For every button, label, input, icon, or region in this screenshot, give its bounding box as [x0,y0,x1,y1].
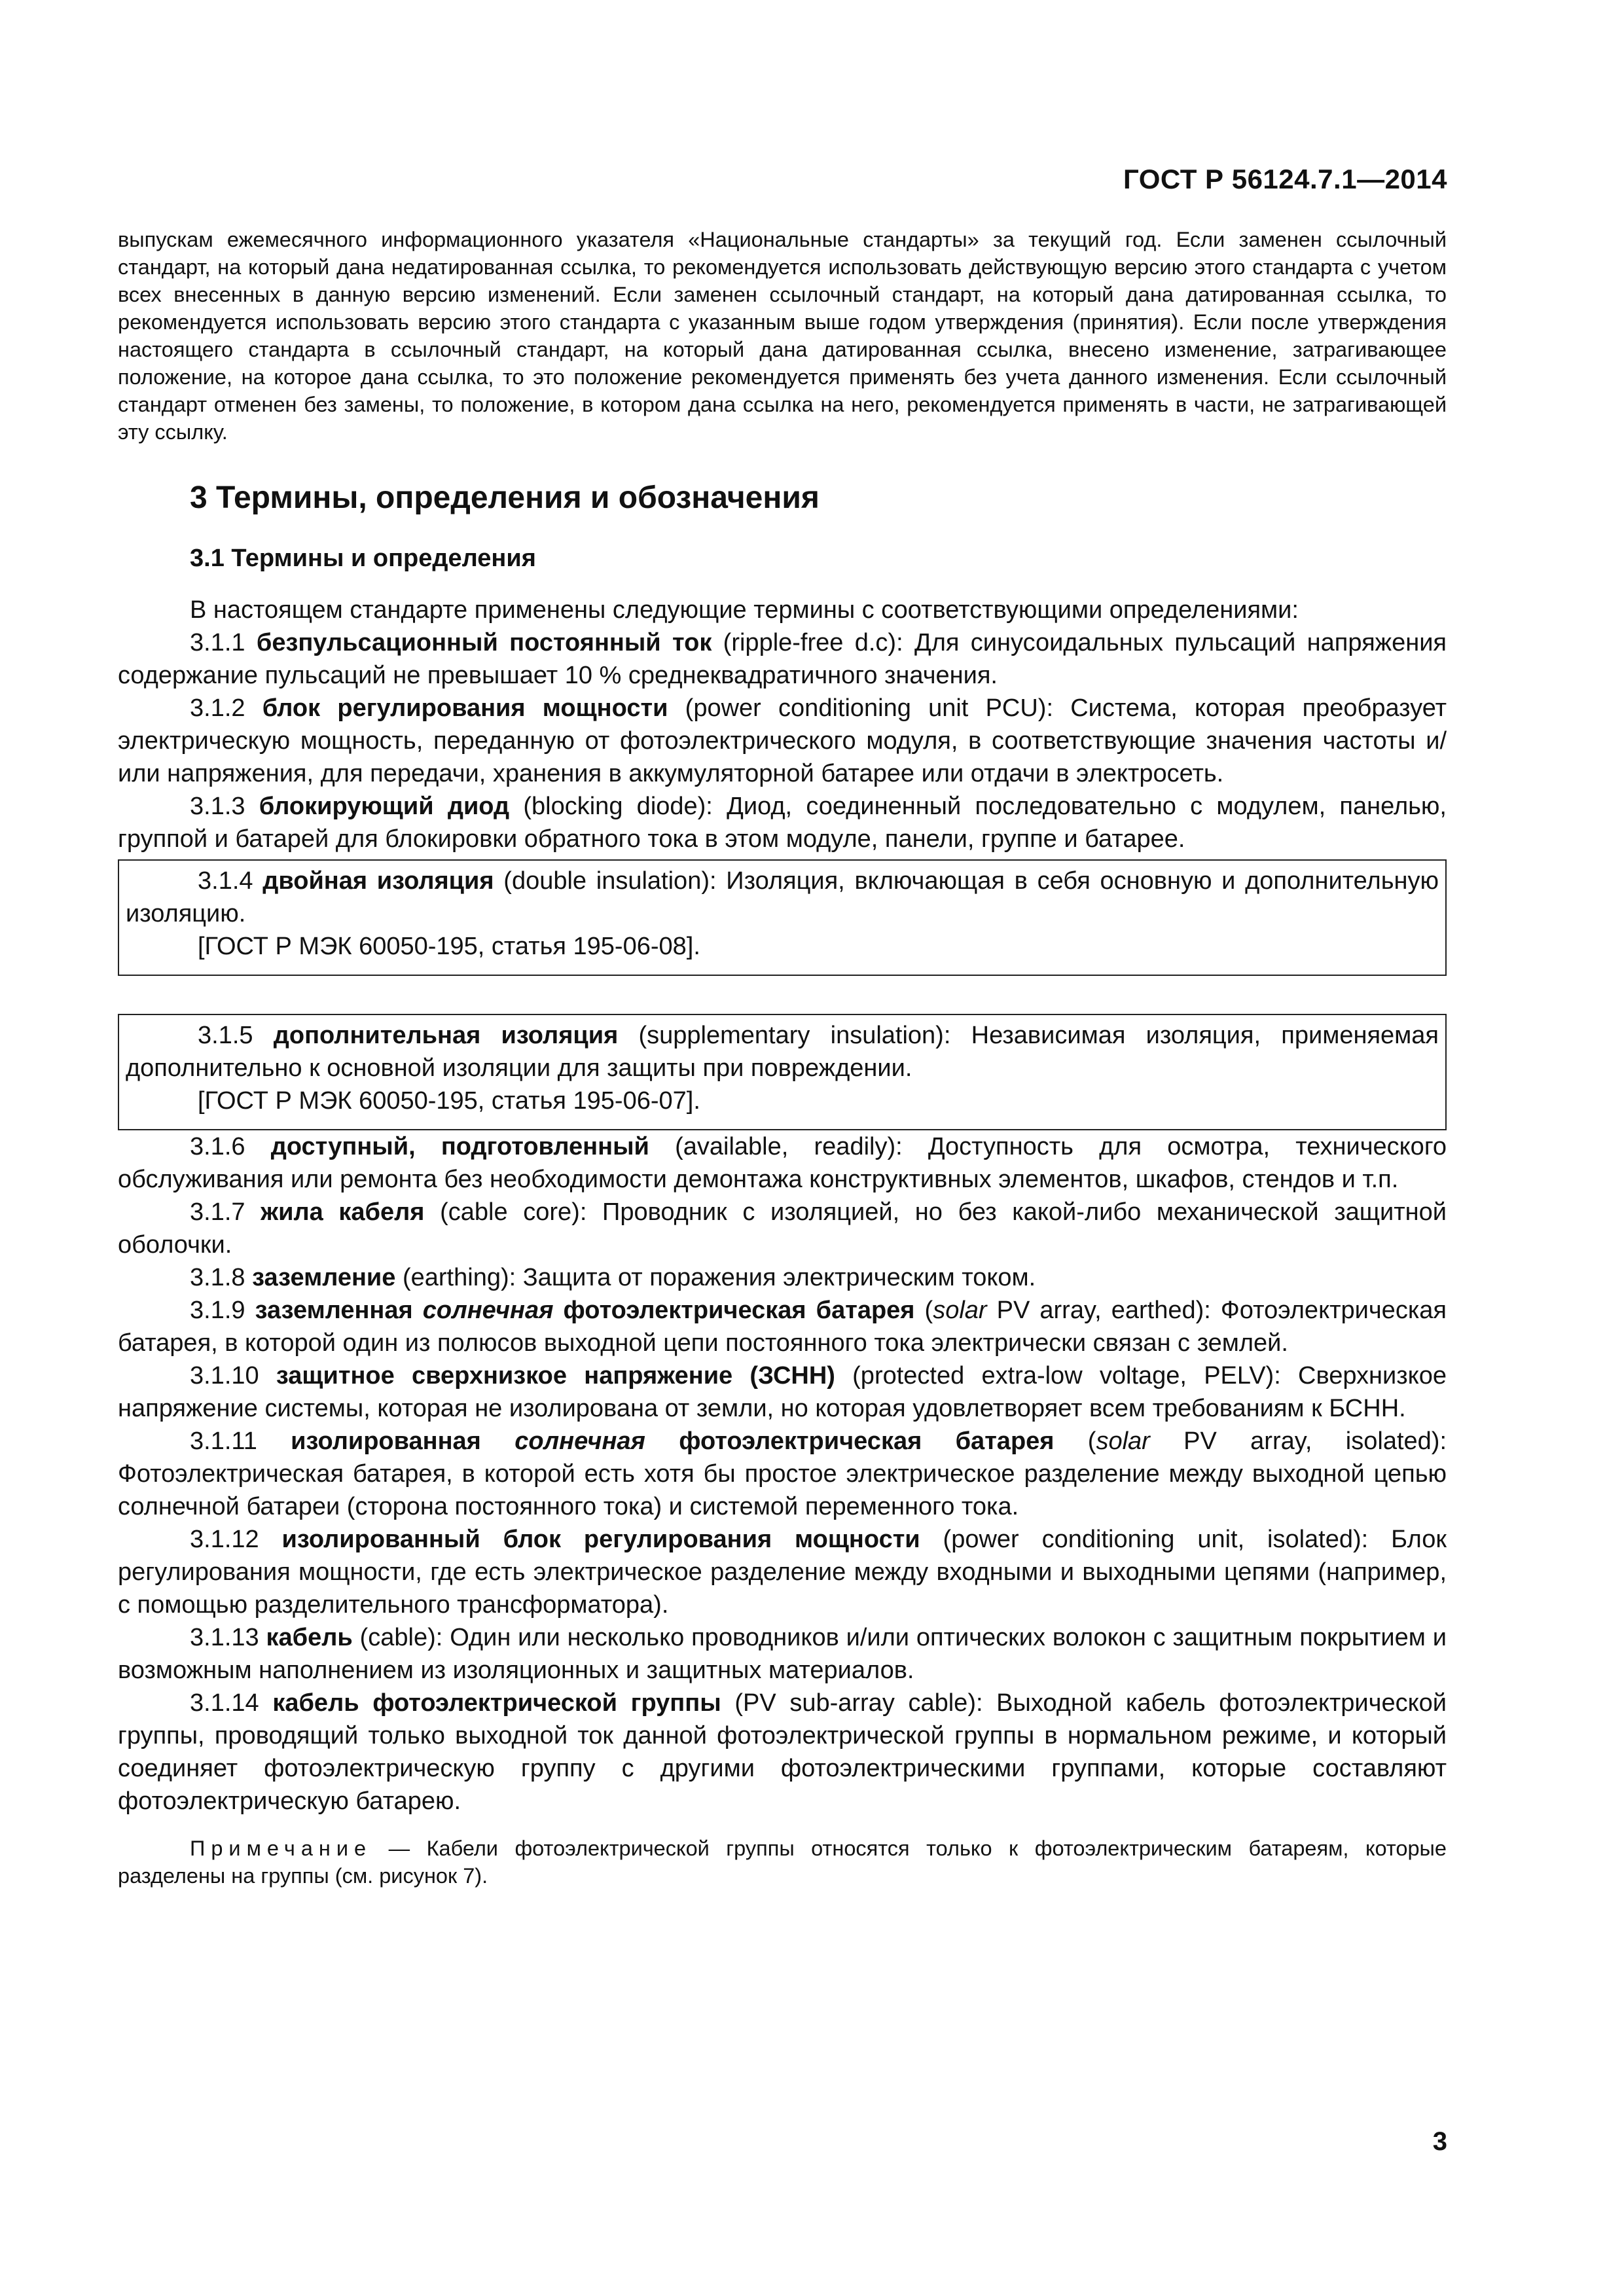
term-3-1-3 [118,790,1447,855]
term-name: двойная изоляция [262,867,494,895]
term-reference: [ГОСТ Р МЭК 60050-195, статья 195-06-07]. [198,1087,700,1115]
note-paragraph [118,1835,1447,1890]
term-number: 3.1.3 [190,793,259,820]
term-name: дополнительная изоляция [273,1022,619,1049]
term-name-part: изолированная [291,1427,515,1455]
term-3-1-11 [118,1425,1447,1523]
term-3-1-9 [118,1294,1447,1359]
term-name: блок регулирования мощности [262,694,668,722]
term-3-1-1 [118,626,1447,692]
section-title: 3 Термины, определения и обозначения [190,480,820,515]
boxed-term-3-1-5 [118,1014,1447,1130]
term-definition: PV array, isolated): Фотоэлектрическая батарея, в которой есть хотя бы простое электрическое разделение между выходной цепью солнечной батареи (сторона постоянного тока) и системой переменного тока. [118,1427,1447,1520]
term-name-part: фотоэлектрическая батарея [553,1297,915,1324]
term-name: изолированный блок регулирования мощности [281,1526,920,1553]
term-definition: (cable): Один или несколько проводников и/или оптических волокон с защитным покрытием и возможным наполнением из изоляционных и защитных материалов. [118,1624,1447,1684]
term-number: 3.1.5 [198,1022,274,1049]
term-name: жила кабеля [261,1198,425,1226]
term-3-1-10 [118,1359,1447,1425]
term-number: 3.1.14 [190,1689,273,1717]
term-name: безпульсационный постоянный ток [256,629,712,656]
term-name: блокирующий диод [259,793,510,820]
term-number: 3.1.1 [190,629,257,656]
term-name [291,1427,1054,1455]
term-name-part: фотоэлектрическая батарея [645,1427,1055,1455]
term-name-italic: солнечная [422,1297,554,1324]
term-reference: [ГОСТ Р МЭК 60050-195, статья 195-06-08]. [198,933,700,960]
term-3-1-5 [126,1019,1439,1085]
term-name: доступный, подготовленный [270,1133,649,1160]
term-number: 3.1.12 [190,1526,282,1553]
term-definition: (blocking diode): Диод, соединенный последовательно с модулем, панелью, группой и батарей для блокировки обратного тока в этом модуле, панели, группе и батарее. [118,793,1447,853]
term-definition: PV array, earthed): Фотоэлектрическая батарея, в которой один из полюсов выходной цепи постоянного тока электрически связан с землей. [118,1297,1447,1357]
term-number: 3.1.6 [190,1133,271,1160]
standard-code: ГОСТ Р 56124.7.1—2014 [1123,164,1447,194]
term-3-1-4 [126,865,1439,930]
term-definition-italic: solar [933,1297,987,1324]
term-name-part: заземленная [255,1297,423,1324]
term-number: 3.1.7 [190,1198,261,1226]
term-name [255,1297,915,1324]
term-definition: (power conditioning unit, isolated): Блок регулирования мощности, где есть электрическое разделение между входными и выходными цепями (например, с помощью разделительного трансформатора). [118,1526,1447,1619]
term-3-1-13 [118,1621,1447,1687]
page-number: 3 [1432,2127,1447,2156]
note-text: — Кабели фотоэлектрической группы относятся только к фотоэлектрическим батареям, которые разделены на группы (см. рисунок 7). [118,1837,1447,1888]
term-definition: (available, readily): Доступность для осмотра, технического обслуживания или ремонта без необходимости демонтажа конструктивных элементов, шкафов, стендов и т.п. [118,1133,1447,1193]
term-number: 3.1.13 [190,1624,266,1651]
term-name: кабель фотоэлектрической группы [272,1689,721,1717]
term-number: 3.1.4 [198,867,263,895]
term-3-1-14 [118,1687,1447,1818]
term-number: 3.1.8 [190,1264,253,1291]
term-definition-part: ( [914,1297,933,1324]
term-name: защитное сверхнизкое напряжение (ЗСНН) [276,1362,835,1390]
term-definition: (protected extra-low voltage, PELV): Сверхнизкое напряжение системы, которая не изолирована от земли, но которая удовлетворяет всем требованиям к БСНН. [118,1362,1447,1422]
term-definition: (cable core): Проводник с изоляцией, но без какой-либо механической защитной оболочки. [118,1198,1447,1259]
intro-paragraph: выпускам ежемесячного информационного указателя «Национальные стандарты» за текущий год. Если заменен ссылочный стандарт, на который дана недатированная ссылка, то рекомендуется использовать действующую версию этого стандарта с учетом всех внесенных в данную версию изменений. Если заменен ссылочный стандарт, на который дана датированная ссылка, то рекомендуется использовать версию этого стандарта с указанным выше годом утверждения (принятия). Если после утверждения настоящего стандарта в ссылочный стандарт, на который дана датированная ссылка, внесено изменение, затрагивающее положение, на которое дана ссылка, то это положение рекомендуется применять без учета данного изменения. Если ссылочный стандарт отменен без замены, то положение, в котором дана ссылка на него, рекомендуется применять в части, не затрагивающей эту ссылку. [118,228,1447,444]
term-name-italic: солнечная [514,1427,645,1455]
term-name: кабель [266,1624,353,1651]
term-definition: (double insulation): Изоляция, включающая в себя основную и дополнительную изоляцию. [126,867,1439,927]
term-number: 3.1.10 [190,1362,276,1390]
term-name: заземление [252,1264,396,1291]
page-content [118,226,1447,1890]
term-definition: (ripple-free d.c): Для синусоидальных пульсаций напряжения содержание пульсаций не превышает 10 % среднеквадратичного значения. [118,629,1447,689]
term-3-1-8 [118,1261,1447,1294]
term-3-1-2 [118,692,1447,790]
term-3-1-6 [118,1130,1447,1196]
term-definition: (PV sub-array cable): Выходной кабель фотоэлектрической группы, проводящий только выходной ток данной фотоэлектрической группы в нормальном режиме, и который соединяет фотоэлектрическую группу с другими фотоэлектрическими группами, которые составляют фотоэлектрическую батарею. [118,1689,1447,1815]
term-number: 3.1.9 [190,1297,255,1324]
subsection-title: 3.1 Термины и определения [190,545,536,572]
boxed-term-3-1-4 [118,859,1447,976]
term-number: 3.1.2 [190,694,262,722]
term-definition-part: ( [1054,1427,1096,1455]
term-3-1-12 [118,1523,1447,1621]
term-definition: (earthing): Защита от поражения электрическим током. [395,1264,1036,1291]
note-label: Примечание [190,1837,372,1860]
term-definition: (power conditioning unit PCU): Система, которая преобразует электрическую мощность, переданную от фотоэлектрического модуля, в соответствующие значения частоты и/или напряжения, для передачи, хранения в аккумуляторной батарее или отдачи в электросеть. [118,694,1447,787]
term-definition-italic: solar [1096,1427,1150,1455]
term-number: 3.1.11 [190,1427,291,1455]
term-3-1-7 [118,1196,1447,1261]
lead-paragraph: В настоящем стандарте применены следующие термины с соответствующими определениями: [190,596,1299,624]
term-definition: (supplementary insulation): Независимая изоляция, применяемая дополнительно к основной изоляции для защиты при повреждении. [126,1022,1439,1082]
